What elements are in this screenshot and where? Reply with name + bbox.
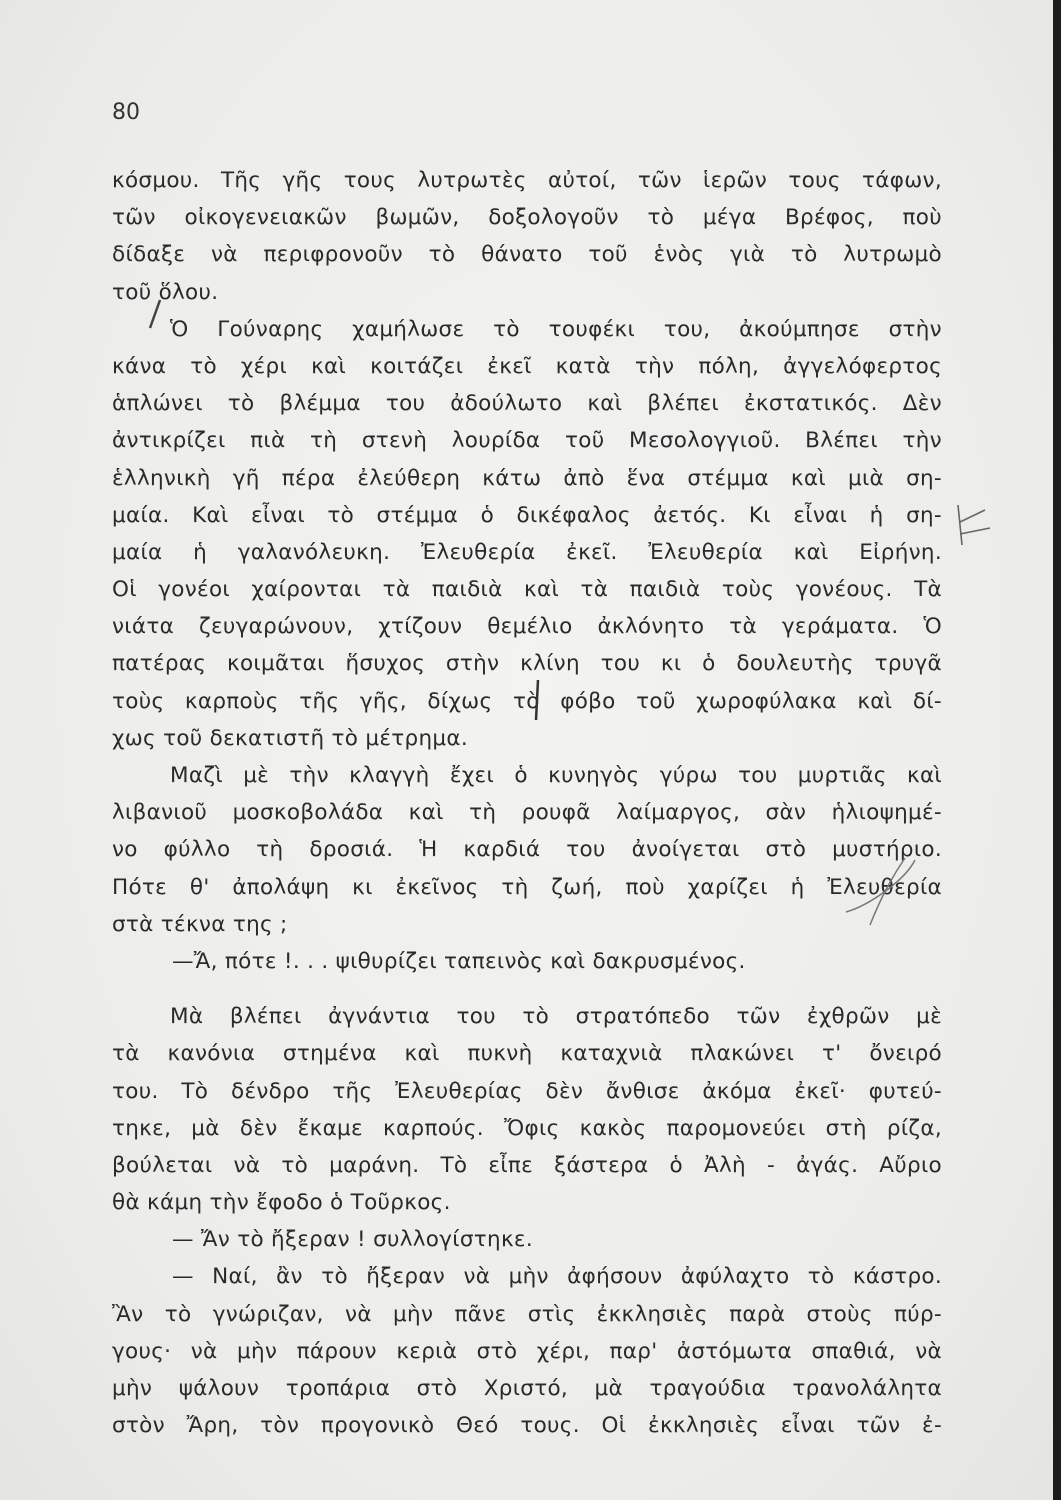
text-line: τηκε, μὰ δὲν ἔκαμε καρπούς. Ὄφις κακὸς παρομονεύει στὴ ρίζα,	[112, 1115, 942, 1141]
dialogue-line: — Ἄν τὸ ἤξεραν ! συλλογίστηκε.	[172, 1227, 533, 1253]
text-line: στὰ τέκνα της ;	[112, 911, 288, 937]
text-line: Ἂν τὸ γνώριζαν, νὰ μὴν πᾶνε στὶς ἐκκλησιὲς παρὰ στοὺς πύρ-	[112, 1301, 942, 1327]
text-line: στὸν Ἄρη, τὸν προγονικὸ Θεό τους. Οἱ ἐκκλησιὲς εἶναι τῶν ἐ-	[112, 1413, 942, 1439]
text-line: Μὰ βλέπει ἀγνάντια του τὸ στρατόπεδο τῶν ἐχθρῶν μὲ	[170, 1004, 942, 1030]
text-line: κόσμου. Τῆς γῆς τους λυτρωτὲς αὐτοί, τῶν ἱερῶν τους τάφων,	[112, 168, 942, 193]
dialogue-line: —Ἄ, πότε !. . . ψιθυρίζει ταπεινὸς καὶ δακρυσμένος.	[172, 948, 746, 974]
text-line: βούλεται νὰ τὸ μαράνη. Τὸ εἶπε ξάστερα ὁ Ἀλὴ - ἀγάς. Αὔριο	[112, 1152, 942, 1178]
text-line: μαία. Καὶ εἶναι τὸ στέμμα ὁ δικέφαλος ἀετός. Κι εἶναι ἡ ση-	[112, 502, 942, 528]
section-gap	[112, 980, 942, 998]
text-line: κάνα τὸ χέρι καὶ κοιτάζει ἐκεῖ κατὰ τὴν πόλη, ἀγγελόφερτος	[112, 353, 942, 379]
body-text	[112, 162, 942, 1444]
text-line: τοὺς καρποὺς τῆς γῆς, δίχως τὸ φόβο τοῦ χωροφύλακα καὶ δί-	[112, 688, 942, 714]
text-line: μαία ἡ γαλανόλευκη. Ἐλευθερία ἐκεῖ. Ἐλευθερία καὶ Εἰρήνη.	[112, 539, 942, 565]
margin-bracket	[958, 505, 990, 545]
text-line: λιβανιοῦ μοσκοβολάδα καὶ τὴ ρουφᾶ λαίμαργος, σὰν ἡλιοψημέ-	[112, 800, 942, 826]
text-line: ἑλληνικὴ γῆ πέρα ἐλεύθερη κάτω ἀπὸ ἕνα στέμμα καὶ μιὰ ση-	[112, 465, 942, 491]
text-line: γους· νὰ μὴν πάρουν κεριὰ στὸ χέρι, παρ' ἀστόμωτα σπαθιά, νὰ	[112, 1338, 942, 1364]
text-line: νιάτα ζευγαρώνουν, χτίζουν θεμέλιο ἀκλόνητο τὰ γεράματα. Ὁ	[112, 614, 942, 640]
dialogue-line: — Ναί, ἂν τὸ ἤξεραν νὰ μὴν ἀφήσουν ἀφύλαχτο τὸ κάστρο.	[172, 1264, 942, 1290]
text-line: θὰ κάμη τὴν ἔφοδο ὁ Τοῦρκος.	[112, 1190, 451, 1216]
text-line: Ὁ Γούναρης χαμήλωσε τὸ τουφέκι του, ἀκούμπησε στὴν	[170, 316, 942, 342]
text-line: Οἱ γονέοι χαίρονται τὰ παιδιὰ καὶ τὰ παιδιὰ τοὺς γονέους. Τὰ	[112, 577, 942, 603]
page-number: 80	[112, 100, 140, 125]
text-line: τῶν οἰκογενειακῶν βωμῶν, δοξολογοῦν τὸ μέγα Βρέφος, ποὺ	[112, 205, 942, 231]
text-line: τοῦ ὅλου.	[112, 279, 219, 305]
text-line: δίδαξε νὰ περιφρονοῦν τὸ θάνατο τοῦ ἑνὸς γιὰ τὸ λυτρωμὸ	[112, 242, 942, 268]
text-line: του. Τὸ δένδρο τῆς Ἐλευθερίας δὲν ἄνθισε ἀκόμα ἐκεῖ· φυτεύ-	[112, 1078, 942, 1104]
text-line: ἁπλώνει τὸ βλέμμα του ἀδούλωτο καὶ βλέπει ἐκστατικός. Δὲν	[112, 391, 942, 417]
text-line: μὴν ψάλουν τροπάρια στὸ Χριστό, μὰ τραγούδια τρανολάλητα	[112, 1376, 942, 1401]
text-line: Πότε θ' ἀπολάψη κι ἐκεῖνος τὴ ζωή, ποὺ χαρίζει ἡ Ἐλευθερία	[112, 874, 942, 900]
text-line: χως τοῦ δεκατιστῆ τὸ μέτρημα.	[112, 725, 468, 751]
page-binding-edge	[1053, 0, 1061, 1500]
text-line: νο φύλλο τὴ δροσιά. Ἡ καρδιά του ἀνοίγεται στὸ μυστήριο.	[112, 837, 942, 863]
text-line: πατέρας κοιμᾶται ἥσυχος στὴν κλίνη του κι ὁ δουλευτὴς τρυγᾶ	[112, 651, 942, 677]
text-line: τὰ κανόνια στημένα καὶ πυκνὴ καταχνιὰ πλακώνει τ' ὄνειρό	[112, 1041, 942, 1067]
text-line: ἀντικρίζει πιὰ τὴ στενὴ λουρίδα τοῦ Μεσολογγιοῦ. Βλέπει τὴν	[112, 428, 942, 454]
text-line: Μαζὶ μὲ τὴν κλαγγὴ ἔχει ὁ κυνηγὸς γύρω του μυρτιᾶς καὶ	[170, 763, 942, 788]
